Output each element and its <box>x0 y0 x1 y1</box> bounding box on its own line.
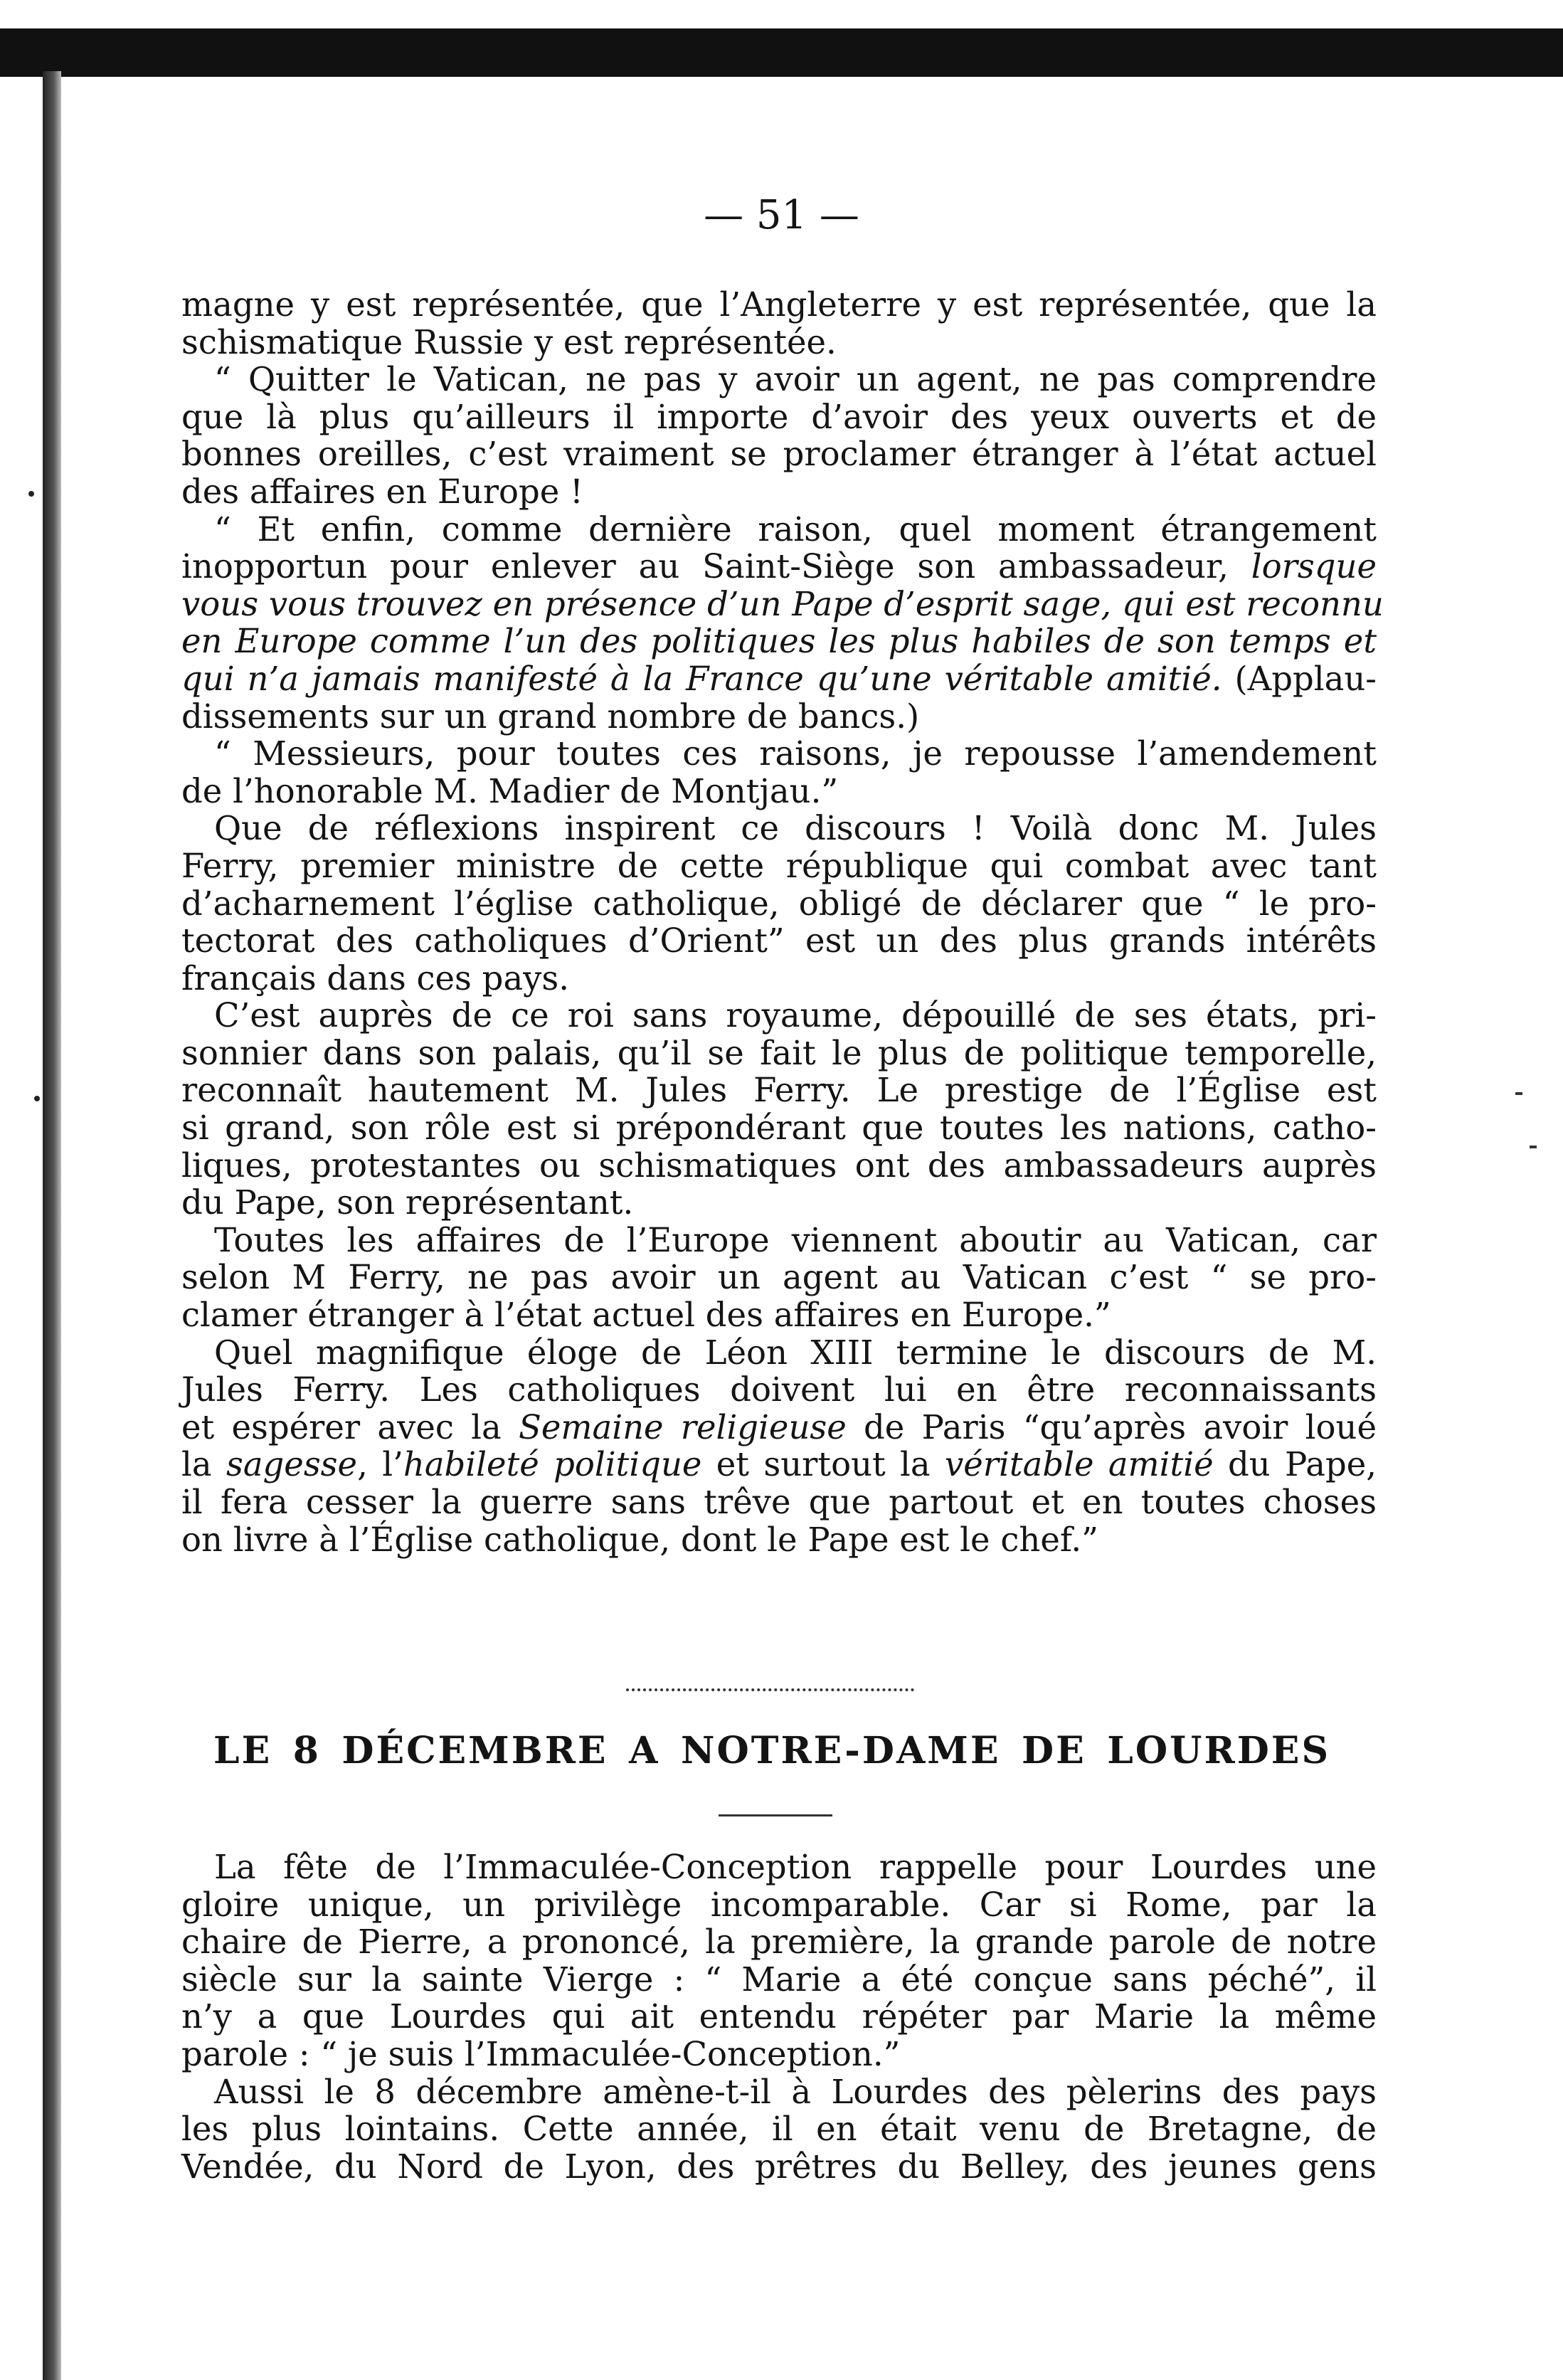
text-line: La fête de l’Immaculée-Conception rappelle pour Lourdes une <box>214 1848 1377 1886</box>
text-line: Jules Ferry. Les catholiques doivent lui en être reconnaissants <box>181 1370 1377 1410</box>
italic-run: sagesse <box>226 1445 358 1484</box>
text-line: sonnier dans son palais, qu’il se fait le plus de politique temporelle, <box>181 1033 1377 1072</box>
text-line: de l’honorable M. Madier de Montjau.” <box>181 771 839 810</box>
text-line: que là plus qu’ailleurs il importe d’avoir des yeux ouverts et de <box>181 397 1377 436</box>
text-line: Quel magnifique éloge de Léon XIII termine le discours de M. <box>214 1333 1377 1372</box>
heading-underline <box>719 1814 832 1816</box>
text-line: gloire unique, un privilège incomparable. Car si Rome, par la <box>181 1885 1377 1924</box>
text-line: du Pape, son représentant. <box>181 1183 634 1222</box>
text-line: “ Messieurs, pour toutes ces raisons, je repousse l’amendement <box>214 734 1377 773</box>
italic-run: lorsque <box>1251 547 1377 586</box>
text-line: “ Quitter le Vatican, ne pas y avoir un agent, ne pas comprendre <box>214 360 1377 399</box>
text-line: français dans ces pays. <box>181 958 570 998</box>
text-run: , l’ <box>357 1445 403 1484</box>
text-line: Ferry, premier ministre de cette république qui combat avec tant <box>181 846 1377 885</box>
text-line: n’y a que Lourdes qui ait entendu répéter par Marie la même <box>181 1997 1377 2036</box>
text-run: de Paris “qu’après avoir loué <box>846 1407 1377 1446</box>
text-line: il fera cesser la guerre sans trêve que partout et en toutes choses <box>181 1483 1377 1521</box>
scan-speck <box>1515 1092 1522 1095</box>
text-line: Que de réflexions inspirent ce discours ! Voilà donc M. Jules <box>214 809 1377 848</box>
scan-border-left <box>43 71 61 2380</box>
italic-run: Semaine religieuse <box>519 1407 847 1446</box>
text-run: et espérer avec la <box>181 1407 519 1446</box>
scan-speck <box>34 1096 40 1101</box>
text-line: dissements sur un grand nombre de bancs.) <box>181 697 920 736</box>
text-line: liques, protestantes ou schismatiques ont des ambassadeurs auprès <box>181 1146 1377 1185</box>
text-line: bonnes oreilles, c’est vraiment se proclamer étranger à l’état actuel <box>181 435 1377 474</box>
text-line: Vendée, du Nord de Lyon, des prêtres du Belley, des jeunes gens <box>181 2147 1377 2186</box>
text-line: magne y est représentée, que l’Angleterre y est représentée, que la <box>181 285 1377 324</box>
text-line: des affaires en Europe ! <box>181 472 583 511</box>
text-line: Toutes les affaires de l’Europe viennent aboutir au Vatican, car <box>214 1220 1377 1259</box>
text-line: C’est auprès de ce roi sans royaume, dépouillé de ses états, pri- <box>214 996 1377 1035</box>
text-run: du Pape, <box>1213 1445 1377 1484</box>
text-line: chaire de Pierre, a prononcé, la première, la grande parole de notre <box>181 1922 1377 1962</box>
italic-line: en Europe comme l’un des politiques les plus habiles de son temps et <box>181 622 1377 661</box>
text-line: siècle sur la sainte Vierge : “ Marie a été conçue sans péché”, il <box>181 1959 1377 1999</box>
section-divider <box>626 1688 914 1691</box>
italic-run: qui n’a jamais manifesté à la France qu’une véritable amitié. <box>181 659 1222 698</box>
text-line: tectorat des catholiques d’Orient” est un des plus grands intérêts <box>181 921 1377 961</box>
text-line <box>181 1446 1377 1483</box>
scan-speck <box>28 491 34 497</box>
text-line <box>181 660 1377 698</box>
text-line: parole : “ je suis l’Immaculée-Conception.” <box>181 2034 901 2073</box>
text-run: (Applau- <box>1222 659 1377 698</box>
scan-speck <box>1530 1146 1537 1148</box>
text-line <box>181 548 1377 586</box>
section-heading: LE 8 DÉCEMBRE A NOTRE-DAME DE LOURDES <box>213 1729 1330 1772</box>
italic-run: habileté politique <box>403 1445 702 1484</box>
text-line: “ Et enfin, comme dernière raison, quel moment étrangement <box>214 509 1377 549</box>
text-line: Aussi le 8 décembre amène-t-il à Lourdes des pèlerins des pays <box>214 2072 1377 2111</box>
text-run: et surtout la <box>701 1445 945 1484</box>
italic-line: vous vous trouvez en présence d’un Pape d’esprit sage, qui est reconnu <box>181 584 1384 623</box>
text-line: d’acharnement l’église catholique, obligé de déclarer que “ le pro- <box>181 884 1377 923</box>
text-run: la <box>181 1445 226 1484</box>
text-line: on livre à l’Église catholique, dont le Pape est le chef.” <box>181 1520 1098 1559</box>
text-line: si grand, son rôle est si prépondérant que toutes les nations, catho- <box>181 1109 1377 1148</box>
text-run: inopportun pour enlever au Saint-Siège son ambassadeur, <box>181 547 1251 586</box>
text-line: schismatique Russie y est représentée. <box>181 322 837 361</box>
body-text <box>181 285 1384 1559</box>
text-line: selon M Ferry, ne pas avoir un agent au Vatican c’est “ se pro- <box>181 1258 1377 1297</box>
italic-run: véritable amitié <box>945 1445 1214 1484</box>
text-line: les plus lointains. Cette année, il en était venu de Bretagne, de <box>181 2110 1377 2149</box>
page-number: — 51 — <box>704 192 859 238</box>
text-line: reconnaît hautement M. Jules Ferry. Le prestige de l’Église est <box>181 1071 1377 1110</box>
text-line: clamer étranger à l’état actuel des affaires en Europe.” <box>181 1296 1111 1335</box>
text-line <box>181 1409 1377 1446</box>
section-body-text <box>181 1849 1377 2185</box>
scan-border-top <box>0 28 1563 77</box>
